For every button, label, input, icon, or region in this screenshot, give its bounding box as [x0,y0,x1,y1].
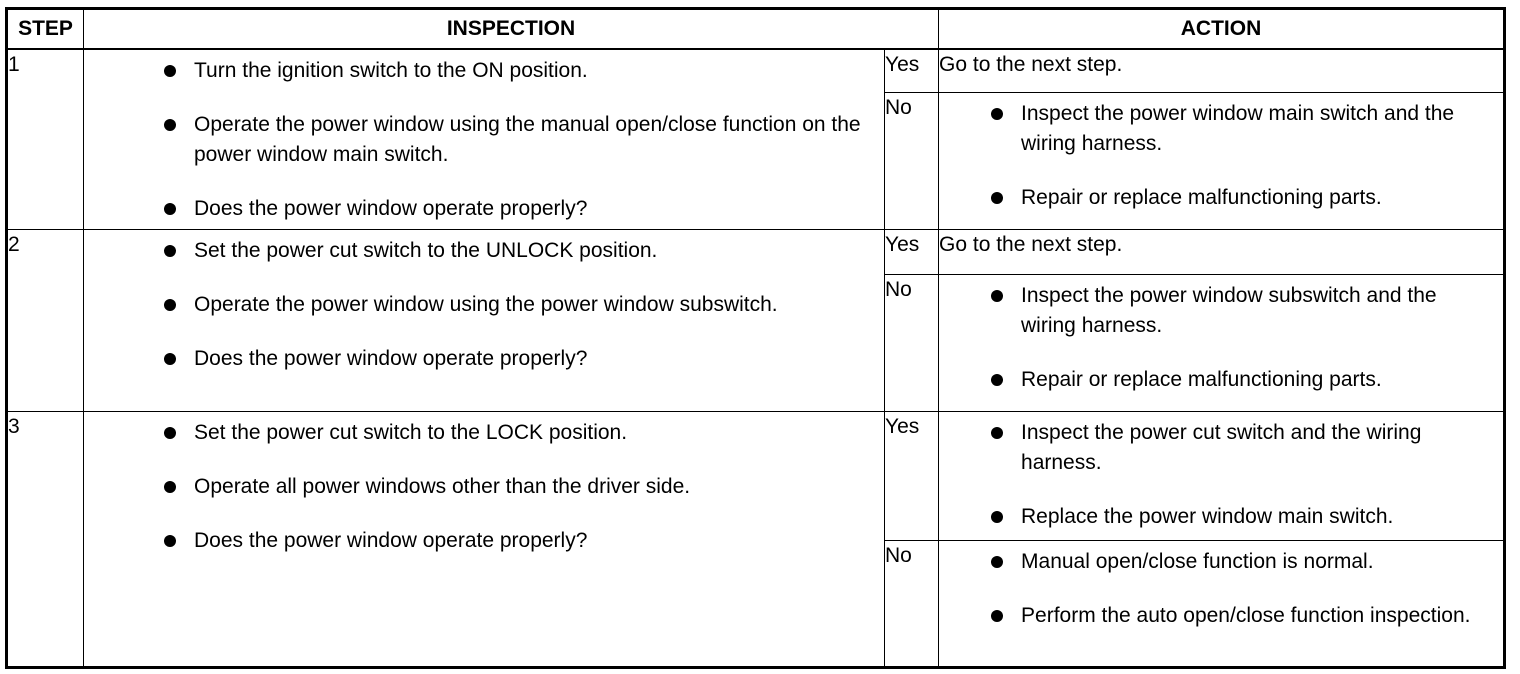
header-action: ACTION [939,9,1505,50]
no-label: No [885,92,939,229]
yes-action: Go to the next step. [939,229,1505,274]
list-item: Operate the power window using the power window subswitch. [164,290,874,320]
list-item: Does the power window operate properly? [164,194,874,224]
header-step: STEP [7,9,84,50]
list-item: Replace the power window main switch. [991,502,1493,532]
list-item: Operate the power window using the manual open/close function on the power window main switch. [164,110,874,170]
step-number: 1 [7,49,84,229]
no-action [939,540,1505,668]
action-list [939,275,1503,395]
list-item: Set the power cut switch to the UNLOCK position. [164,236,874,266]
inspection-list [84,50,884,224]
yes-action [939,411,1505,540]
table-row [7,49,1505,92]
yes-label: Yes [885,229,939,274]
step-number: 3 [7,411,84,668]
header-inspection: INSPECTION [84,9,939,50]
inspection-list [84,412,884,556]
header-row [7,9,1505,50]
inspection-cell [84,411,885,668]
list-item: Inspect the power window main switch and the wiring harness. [991,99,1493,159]
yes-action: Go to the next step. [939,49,1505,92]
list-item: Does the power window operate properly? [164,526,874,556]
list-item: Inspect the power cut switch and the wiring harness. [991,418,1493,478]
yes-label: Yes [885,411,939,540]
action-list [939,412,1503,532]
troubleshooting-table [5,7,1506,669]
no-action [939,92,1505,229]
no-label: No [885,274,939,411]
list-item: Operate all power windows other than the driver side. [164,472,874,502]
inspection-cell [84,229,885,411]
list-item: Turn the ignition switch to the ON position. [164,56,874,86]
list-item: Set the power cut switch to the LOCK position. [164,418,874,448]
inspection-cell [84,49,885,229]
no-action [939,274,1505,411]
list-item: Manual open/close function is normal. [991,547,1493,577]
list-item: Repair or replace malfunctioning parts. [991,365,1493,395]
action-list [939,93,1503,213]
action-list [939,541,1503,631]
list-item: Perform the auto open/close function inspection. [991,601,1493,631]
no-label: No [885,540,939,668]
inspection-list [84,230,884,374]
list-item: Repair or replace malfunctioning parts. [991,183,1493,213]
table-row [7,411,1505,540]
list-item: Does the power window operate properly? [164,344,874,374]
yes-label: Yes [885,49,939,92]
table-row [7,229,1505,274]
list-item: Inspect the power window subswitch and the wiring harness. [991,281,1493,341]
step-number: 2 [7,229,84,411]
